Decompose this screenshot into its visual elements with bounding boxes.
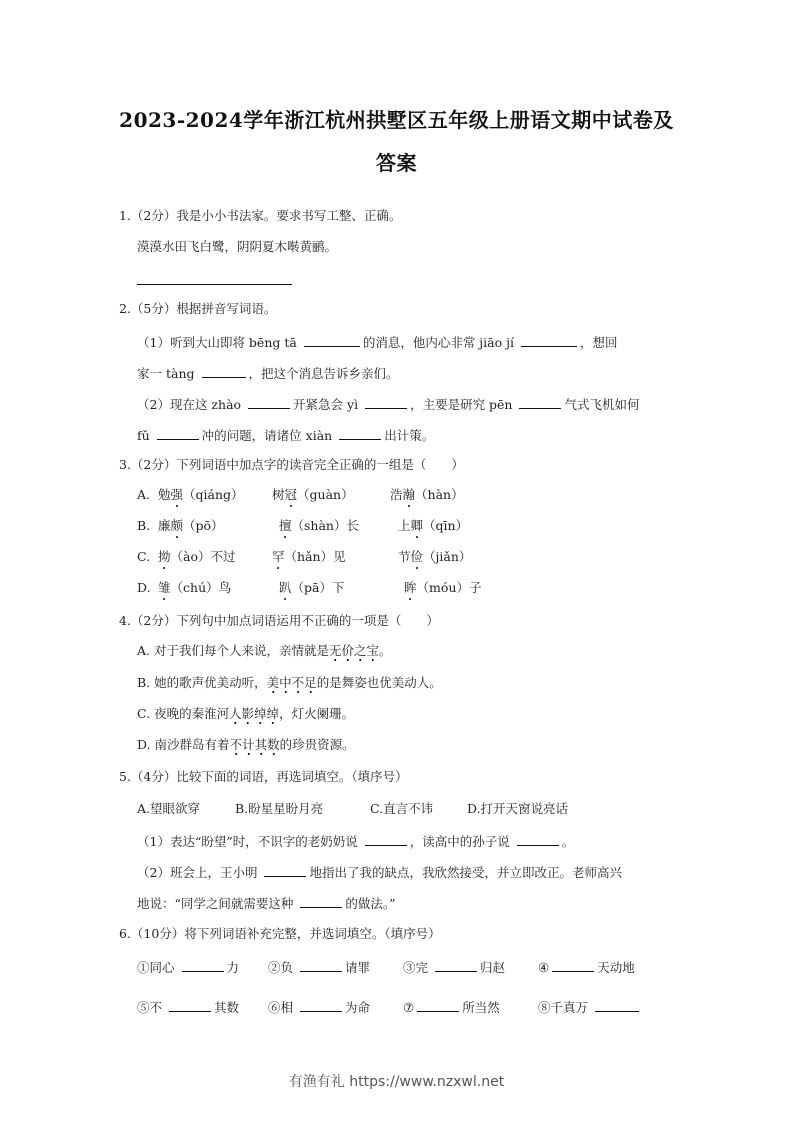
answer-blank[interactable] xyxy=(417,998,459,1012)
answer-blank[interactable] xyxy=(300,894,342,908)
option-word-3: 眸（móu）子 xyxy=(404,580,482,595)
idiom-item-8: ⑧千真万 xyxy=(538,998,642,1016)
answer-blank[interactable] xyxy=(517,832,559,846)
question-5-sentence-2-cont: 地说：“同学之间就需要这种 的做法。” xyxy=(137,896,396,911)
option-word-2: 趴（pā）下 xyxy=(279,580,345,595)
question-4-option-b[interactable]: B. 她的歌声优美动听，美中不足的是舞姿也优美动人。 xyxy=(137,675,442,691)
dotted-phrase: 美中不足 xyxy=(267,675,317,694)
idiom-item-5: ⑤不 其数 xyxy=(137,1000,240,1015)
question-1-poem: 漠漠水田飞白鹭，阴阴夏木啭黄鹂。 xyxy=(137,239,338,254)
text: 家一 tàng xyxy=(137,366,195,381)
document-title: 2023-2024学年浙江杭州拱墅区五年级上册语文期中试卷及 xyxy=(119,108,674,132)
dotted-phrase: 无价之宝 xyxy=(329,643,379,662)
answer-blank[interactable] xyxy=(264,863,306,877)
option-word-3: 上卿（qīn） xyxy=(398,518,469,533)
answer-blank[interactable] xyxy=(304,333,360,347)
answer-blank[interactable] xyxy=(519,395,561,409)
choice-b: B.盼星星盼月亮 xyxy=(235,801,324,816)
idiom-item-7: ⑦ 所当然 xyxy=(403,1000,500,1015)
answer-blank[interactable] xyxy=(157,426,199,440)
question-4-option-d[interactable]: D. 南沙群岛有着不计其数的珍贵资源。 xyxy=(137,737,355,753)
answer-blank[interactable] xyxy=(248,395,290,409)
option-word-3: 节俭（jiǎn） xyxy=(398,549,472,564)
question-5-stem: 5.（4分）比较下面的词语，再选词填空。（填序号） xyxy=(119,769,408,784)
dotted-phrase: 不计其数 xyxy=(230,737,280,756)
answer-blank[interactable] xyxy=(300,998,342,1012)
answer-blank[interactable] xyxy=(595,998,639,1012)
option-word-1: 雏（chú）鸟 xyxy=(158,580,232,595)
answer-blank[interactable] xyxy=(435,958,477,972)
text: fǔ xyxy=(137,428,150,443)
option-word-1: 廉颇（pō） xyxy=(158,518,224,533)
option-word-1: 勉强（qiáng） xyxy=(158,487,244,502)
text: 冲的问题，请诸位 xiàn xyxy=(201,428,333,443)
answer-blank[interactable] xyxy=(300,958,342,972)
question-5-sentence-2: （2）班会上，王小明 地指出了我的缺点，我欣然接受，并立即改正。老师高兴 xyxy=(137,865,622,880)
question-5-sentence-1: （1）表达“盼望”时，不识字的老奶奶说 ，读高中的孙子说 。 xyxy=(137,834,575,849)
question-2-part-1-line-1 xyxy=(137,333,618,351)
question-1-stem: 1.（2分）我是小小书法家。要求书写工整、正确。 xyxy=(119,208,402,223)
question-2-stem: 2.（5分）根据拼音写词语。 xyxy=(119,301,277,316)
choice-c: C.直言不讳 xyxy=(370,801,434,816)
answer-blank[interactable] xyxy=(521,333,577,347)
option-label: A. xyxy=(137,487,151,502)
text: 开紧急会 yì xyxy=(293,397,359,412)
text: （1）听到大山即将 bēng tā xyxy=(137,335,297,350)
idiom-item-6: ⑥相 为命 xyxy=(268,1000,371,1015)
text: 气式飞机如何 xyxy=(564,397,640,412)
option-word-2: 树冠（guàn） xyxy=(272,487,354,502)
answer-blank[interactable] xyxy=(202,364,246,378)
idiom-item-2: ②负 请罪 xyxy=(268,960,371,975)
question-6-stem: 6.（10分）将下列词语补充完整，并选词填空。（填序号） xyxy=(119,926,441,941)
text: ，想回 xyxy=(579,335,618,350)
text: 的消息，他内心非常 jiāo jí xyxy=(362,335,514,350)
question-2-part-2-line-2 xyxy=(137,426,434,444)
document-title-continued: 答案 xyxy=(376,151,417,175)
text: （2）现在这 zhào xyxy=(137,397,242,412)
question-4-stem: 4.（2分）下列句中加点词语运用不正确的一项是（ ） xyxy=(119,613,439,628)
text: ，主要是研究 pēn xyxy=(410,397,513,412)
answer-blank[interactable] xyxy=(339,426,381,440)
question-2-part-2-line-1 xyxy=(137,395,640,413)
option-word-2: 罕（hǎn）见 xyxy=(272,549,346,564)
option-label: C. xyxy=(137,549,151,564)
question-1-answer-line[interactable] xyxy=(137,284,292,285)
question-4-option-c[interactable]: C. 夜晚的秦淮河人影绰绰，灯火阑珊。 xyxy=(137,706,354,722)
answer-blank[interactable] xyxy=(552,958,594,972)
option-label: D. xyxy=(137,580,151,595)
choice-d: D.打开天窗说亮话 xyxy=(467,801,569,816)
idiom-item-3: ③完 归赵 xyxy=(403,960,506,975)
answer-blank[interactable] xyxy=(365,395,407,409)
question-3-stem: 3.（2分）下列词语中加点字的读音完全正确的一组是（ ） xyxy=(119,457,464,472)
option-word-2: 擅（shàn）长 xyxy=(279,518,359,533)
question-4-option-a[interactable]: A. 对于我们每个人来说，亲情就是无价之宝。 xyxy=(137,643,392,659)
option-word-1: 拗（ào）不过 xyxy=(158,549,236,564)
idiom-item-4: ④ 天动地 xyxy=(538,960,635,975)
question-2-part-1-line-2 xyxy=(137,364,399,382)
option-word-3: 浩瀚（hàn） xyxy=(390,487,464,502)
answer-blank[interactable] xyxy=(365,832,407,846)
answer-blank[interactable] xyxy=(182,958,224,972)
text: 出计策。 xyxy=(384,428,435,443)
answer-blank[interactable] xyxy=(169,998,211,1012)
text: ，把这个消息告诉乡亲们。 xyxy=(248,366,399,381)
idiom-item-1: ①同心 力 xyxy=(137,960,240,975)
choice-a: A.望眼欲穿 xyxy=(137,801,201,816)
watermark-footer: 有渔有礼 https://www.nzxwl.net xyxy=(288,1074,505,1090)
option-label: B. xyxy=(137,518,151,533)
dotted-phrase: 人影绰绰 xyxy=(229,706,279,725)
